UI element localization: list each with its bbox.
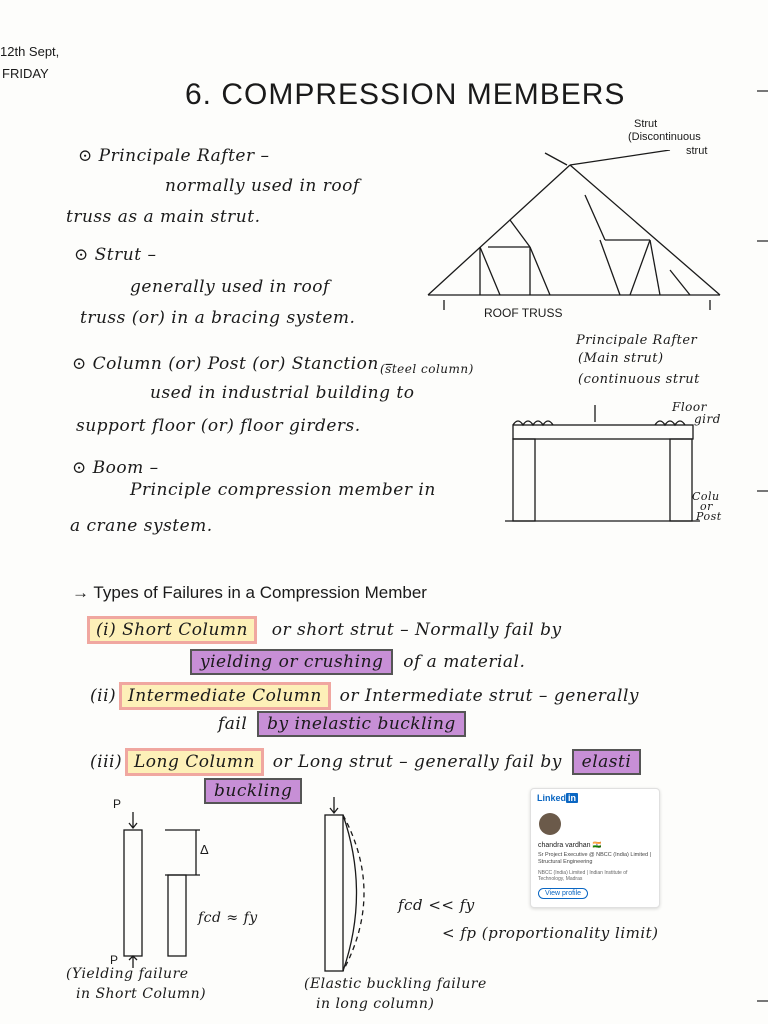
edge-mark [757, 90, 768, 92]
long-column-term: Long Column [128, 751, 261, 773]
elastic-caption-line1: (Elastic buckling failure [304, 976, 487, 992]
column-line2: support floor (or) floor girders. [76, 416, 361, 436]
long-column-line: (iii) Long Column or Long strut – generally fail by elasti [90, 752, 639, 772]
column-or-label: or [700, 500, 713, 513]
frame-diagram [505, 400, 715, 530]
intermediate-column-line: (ii) Intermediate Column or Intermediate strut – generally [90, 686, 640, 706]
strut-line1: generally used in roof [130, 277, 330, 297]
floor-label: Floor [672, 400, 707, 414]
profile-organization: NBCC (India) Limited | Indian Institute of Technology, Madras [538, 870, 628, 882]
boom-line1: Principle compression member in [130, 480, 436, 500]
edge-mark [757, 490, 768, 492]
fcd-much-less-fy: fcd << fy [398, 896, 475, 914]
edge-mark [757, 240, 768, 242]
view-profile-button[interactable]: View profile [538, 888, 588, 899]
avatar [539, 813, 561, 835]
column-line1: used in industrial building to [150, 383, 415, 403]
boom-line2: a crane system. [70, 516, 213, 536]
column-heading: ⊙ Column (or) Post (or) Stanction – [72, 354, 394, 374]
rafter-label: Principale Rafter [576, 333, 698, 348]
long-column-mode-line [206, 781, 300, 801]
elastic-caption-line2: in long column) [316, 996, 435, 1012]
long-column-diagram [310, 795, 390, 975]
short-column-term: (i) Short Column [90, 619, 254, 641]
yield-caption-line1: (Yielding failure [66, 966, 189, 982]
date-line: 12th Sept, [0, 44, 60, 59]
short-column-mode-line: yielding or crushing of a material. [192, 652, 525, 672]
intermediate-column-term: Intermediate Column [122, 685, 328, 707]
strut-label: Strut [634, 118, 658, 130]
delta-label: Δ [200, 842, 209, 857]
roof-truss-diagram [420, 150, 740, 310]
post-label: Post [696, 510, 722, 523]
rafter-sub1: (Main strut) [578, 351, 664, 366]
short-column-diagram [100, 800, 280, 970]
column-label: Colu [692, 490, 720, 503]
edge-mark [757, 1000, 768, 1002]
strut-sub-label: (Discontinuous [628, 131, 701, 143]
principal-rafter-line2: truss as a main strut. [66, 207, 261, 227]
strut-heading: ⊙ Strut – [74, 245, 157, 265]
intermediate-column-mode-line: fail by inelastic buckling [218, 714, 464, 734]
short-column-mode: yielding or crushing [192, 651, 391, 673]
long-column-mode-part1: elasti [574, 751, 640, 773]
short-column-line: (i) Short Column or short strut – Normally fail by [90, 620, 562, 640]
load-p-bottom: P [110, 953, 119, 967]
rafter-sub2: (continuous strut [578, 372, 700, 387]
strut-line2: truss (or) in a bracing system. [80, 308, 356, 328]
principal-rafter-heading: ⊙ Principale Rafter – [78, 146, 270, 166]
fcd-approx-fy: fcd ≈ fy [198, 910, 258, 926]
girder-label: gird [694, 412, 721, 426]
profile-headline: Sr Project Executive @ NBCC (India) Limited | Structural Engineering [538, 852, 652, 865]
strut-sub2-label: strut [686, 145, 708, 157]
linkedin-logo: Linked in [537, 793, 577, 803]
boom-heading: ⊙ Boom – [72, 458, 159, 478]
yield-caption-line2: in Short Column) [76, 986, 207, 1002]
proportionality-limit: < fp (proportionality limit) [442, 924, 659, 942]
day-line: FRIDAY [2, 66, 49, 81]
steel-column-note: (steel column) [380, 362, 474, 376]
failures-heading: → Types of Failures in a Compression Member [72, 583, 427, 602]
intermediate-column-mode: by inelastic buckling [259, 713, 464, 735]
load-p-top: P [113, 797, 122, 811]
roof-truss-label: ROOF TRUSS [484, 306, 563, 320]
linkedin-profile-card[interactable] [530, 788, 660, 908]
page-title: 6. COMPRESSION MEMBERS [185, 78, 626, 111]
profile-name: chandra vardhan 🇮🇳 [538, 842, 602, 849]
principal-rafter-line1: normally used in roof [165, 176, 360, 196]
long-column-mode-part2: buckling [206, 780, 300, 802]
